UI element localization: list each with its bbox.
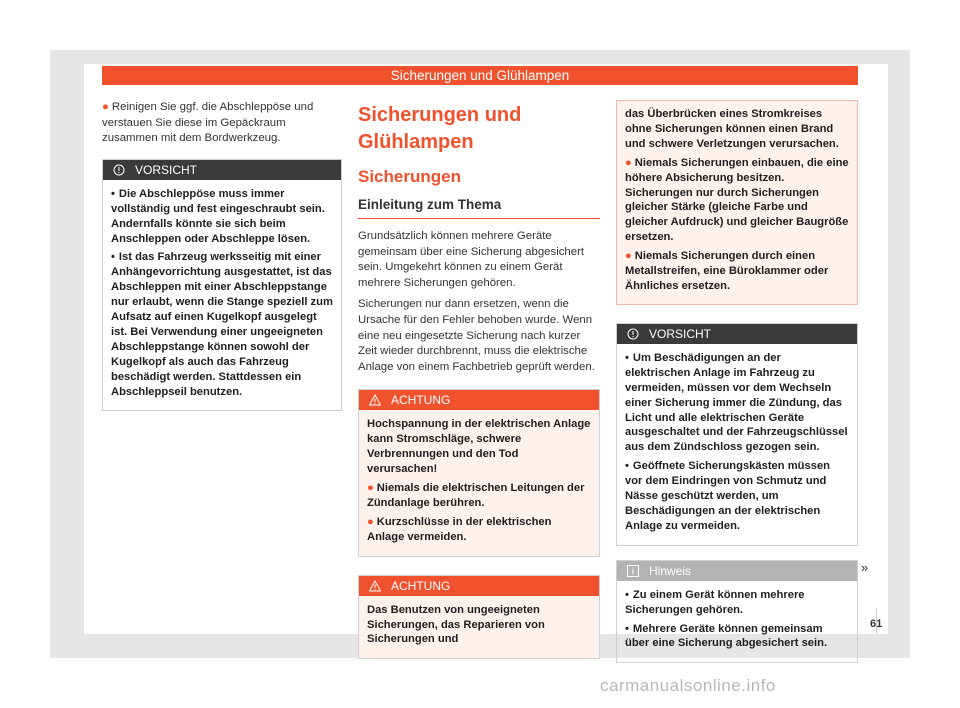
hinweis-body xyxy=(617,581,857,663)
info-square-icon xyxy=(627,565,639,577)
achtung-box xyxy=(358,389,600,556)
vorsicht-label: VORSICHT xyxy=(649,326,712,341)
column-right xyxy=(616,100,858,675)
vorsicht-header xyxy=(617,324,857,344)
achtung-label: ACHTUNG xyxy=(391,393,451,408)
subsection-title: Einleitung zum Thema xyxy=(358,196,600,219)
achtung-lead: Hochspannung in der elektrischen Anlage kann Stromschläge, schwere Verbrennungen und den Tod verursachen! xyxy=(367,418,591,476)
body-paragraph: Sicherungen nur dann ersetzen, wenn die Ursache für den Fehler behoben wurde. Wenn eine neu eingesetzte Sicherung nach kurzer Zeit wieder durchbrennt, muss die elektrische Anlage von einem Fachbetrieb geprüft werden. xyxy=(358,298,595,373)
info-circle-icon xyxy=(627,328,639,340)
section-title: Sicherungen xyxy=(358,167,461,186)
vorsicht-header xyxy=(103,160,341,180)
achtung-header xyxy=(359,390,599,410)
achtung-lead: Das Benutzen von ungeeigneten Sicherungen, das Reparieren von Sicherungen und xyxy=(367,603,545,646)
achtung-body xyxy=(359,596,599,659)
list-item: • Mehrere Geräte können gemeinsam über eine Sicherung abgesichert sein. xyxy=(625,622,828,650)
intro-paragraph: ● Reinigen Sie ggf. die Abschleppöse und verstauen Sie diese im Gepäckraum zusammen mit dem Bordwerkzeug. xyxy=(102,101,314,145)
vorsicht-body xyxy=(617,344,857,545)
list-item: ● Kurzschlüsse in der elektrischen Anlage vermeiden. xyxy=(367,515,552,543)
list-item: ● Niemals Sicherungen einbauen, die eine höhere Absicherung besitzen. Sicherungen nur durch Sicherungen gleicher Stärke (gleiche Farbe und gleicher Aufdruck) und gleicher Baugröße ersetzen. xyxy=(625,156,849,244)
page-number: 61 xyxy=(870,618,883,630)
chapter-header: Sicherungen und Glühlampen xyxy=(102,66,858,85)
vorsicht-box xyxy=(616,323,858,546)
achtung-box xyxy=(358,575,600,660)
achtung-label: ACHTUNG xyxy=(391,578,451,593)
hinweis-label: Hinweis xyxy=(649,563,692,578)
warning-triangle-icon xyxy=(369,394,381,406)
list-item: • Ist das Fahrzeug werksseitig mit einer Anhängevorrichtung ausgestattet, ist das Abschleppen mit einer Abschleppstange nur erlaubt, wenn die Stange speziell zum Aufsatz auf einen Kugelkopf ausgelegt ist. Bei Verwendung einer ungeeigneten Abschleppstange können sowohl der Kugelkopf als auch das Fahrzeug beschädigt werden. Stattdessen ein Abschleppseil benutzen. xyxy=(111,251,333,398)
vorsicht-body xyxy=(103,180,341,411)
hinweis-box xyxy=(616,560,858,664)
list-item: • Geöffnete Sicherungskästen müssen vor dem Eindringen von Schmutz und Nässe geschützt werden, um Beschädigungen an der elektrischen Anlage zu vermeiden. xyxy=(625,460,831,532)
list-item: • Um Beschädigungen an der elektrischen Anlage im Fahrzeug zu vermeiden, müssen vor dem Wechseln einer Sicherung immer die Zündung, das Licht und alle elektrischen Geräte ausgeschaltet und der Fahrzeugschlüssel aus dem Zündschloss gezogen sein. xyxy=(625,351,848,454)
achtung-continued xyxy=(616,100,858,305)
warning-triangle-icon xyxy=(369,580,381,592)
achtung-body xyxy=(359,410,599,555)
list-item: ● Niemals Sicherungen durch einen Metallstreifen, eine Büroklammer oder Ähnliches ersetzen. xyxy=(625,250,829,292)
continue-marker: » xyxy=(861,560,869,575)
body-paragraph: Grundsätzlich können mehrere Geräte gemeinsam über eine Sicherung abgesichert sein. Umgekehrt können zu einem Gerät mehrere Sicherungen gehören. xyxy=(358,230,585,289)
list-item: ● Niemals die elektrischen Leitungen der Zündanlage berühren. xyxy=(367,481,585,509)
page-title: Sicherungen und Glühlampen xyxy=(358,104,522,153)
vorsicht-box xyxy=(102,159,342,412)
achtung-header xyxy=(359,576,599,596)
column-middle xyxy=(358,100,600,671)
hinweis-header xyxy=(617,561,857,581)
achtung-continued-lead: das Überbrücken eines Stromkreises ohne Sicherungen können einen Brand und schwere Verletzungen verursachen. xyxy=(625,108,839,150)
column-left xyxy=(102,100,342,423)
info-circle-icon xyxy=(113,164,125,176)
bullet-icon: ● xyxy=(102,101,109,113)
watermark-text: carmanualsonline.info xyxy=(600,676,776,695)
vorsicht-label: VORSICHT xyxy=(135,162,198,177)
list-item: • Die Abschleppöse muss immer vollständig und fest eingeschraubt sein. Andernfalls könnte sie sich beim Anschleppen oder Abschleppe lösen. xyxy=(111,187,325,245)
list-item: • Zu einem Gerät können mehrere Sicherungen gehören. xyxy=(625,588,805,616)
